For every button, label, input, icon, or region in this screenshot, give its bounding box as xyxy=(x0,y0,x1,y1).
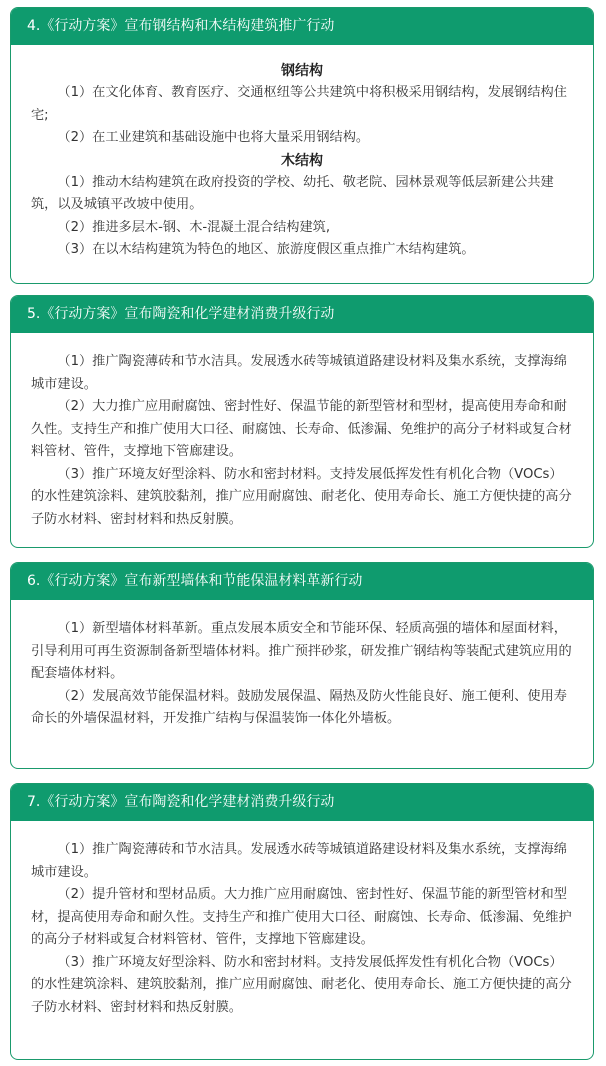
section-card-ceramic-chemical xyxy=(10,295,594,548)
paragraph: （2）在工业建筑和基础设施中也将大量采用钢结构。 xyxy=(57,130,370,145)
paragraph: （2）推进多层木-钢、木-混凝土混合结构建筑, xyxy=(57,219,331,235)
section-card-wall-insulation xyxy=(10,562,594,769)
section-body xyxy=(11,821,593,1019)
section-card-ceramic-chemical-2 xyxy=(10,783,594,1060)
paragraph: （3）在以木结构建筑为特色的地区、旅游度假区重点推广木结构建筑。 xyxy=(57,242,475,257)
paragraph: （1）在文化体育、教育医疗、交通枢纽等公共建筑中将积极采用钢结构，发展钢结构住宅; xyxy=(31,85,567,123)
paragraph: （1）推动木结构建筑在政府投资的学校、幼托、敬老院、园林景观等低层新建公共建筑，以及城镇平改坡中使用。 xyxy=(31,174,554,212)
section-body xyxy=(11,600,593,731)
subheading-wood: 木结构 xyxy=(281,152,323,169)
section-card-steel-wood xyxy=(10,7,594,284)
paragraph: （1）推广陶瓷薄砖和节水洁具。发展透水砖等城镇道路建设材料及集水系统，支撑海绵城市建设。 xyxy=(31,354,567,392)
section-title: 7.《行动方案》宣布陶瓷和化学建材消费升级行动 xyxy=(11,784,593,821)
paragraph: （2）大力推广应用耐腐蚀、密封性好、保温节能的新型管材和型材，提高使用寿命和耐久性。支持生产和推广使用大口径、耐腐蚀、长寿命、低渗漏、免维护的高分子材料或复合材料管材、管件，支撑地下管廊建设。 xyxy=(31,399,572,459)
section-body xyxy=(11,45,593,262)
paragraph: （1）新型墙体材料革新。重点发展本质安全和节能环保、轻质高强的墙体和屋面材料，引导利用可再生资源制备新型墙体材料。推广预拌砂浆，研发推广钢结构等装配式建筑应用的配套墙体材料。 xyxy=(31,621,572,681)
paragraph: （3）推广环境友好型涂料、防水和密封材料。支持发展低挥发性有机化合物（VOCs）的水性建筑涂料、建筑胶黏剂，推广应用耐腐蚀、耐老化、使用寿命长、施工方便快捷的高分子防水材料、密封材料和热反射膜。 xyxy=(31,466,572,527)
section-title: 4.《行动方案》宣布钢结构和木结构建筑推广行动 xyxy=(11,8,593,45)
paragraph: （2）发展高效节能保温材料。鼓励发展保温、隔热及防火性能良好、施工便利、使用寿命长的外墙保温材料，开发推广结构与保温装饰一体化外墙板。 xyxy=(31,688,567,726)
section-title: 5.《行动方案》宣布陶瓷和化学建材消费升级行动 xyxy=(11,296,593,333)
section-title: 6.《行动方案》宣布新型墙体和节能保温材料革新行动 xyxy=(11,563,593,600)
subheading-steel: 钢结构 xyxy=(281,63,323,79)
paragraph: （2）提升管材和型材品质。大力推广应用耐腐蚀、密封性好、保温节能的新型管材和型材，提高使用寿命和耐久性。支持生产和推广使用大口径、耐腐蚀、长寿命、低渗漏、免维护的高分子材料或复合材料管材、管件，支撑地下管廊建设。 xyxy=(31,887,572,947)
section-body xyxy=(11,333,593,531)
paragraph: （1）推广陶瓷薄砖和节水洁具。发展透水砖等城镇道路建设材料及集水系统，支撑海绵城市建设。 xyxy=(31,842,567,880)
paragraph: （3）推广环境友好型涂料、防水和密封材料。支持发展低挥发性有机化合物（VOCs）的水性建筑涂料、建筑胶黏剂，推广应用耐腐蚀、耐老化、使用寿命长、施工方便快捷的高分子防水材料、密封材料和热反射膜。 xyxy=(31,954,572,1015)
